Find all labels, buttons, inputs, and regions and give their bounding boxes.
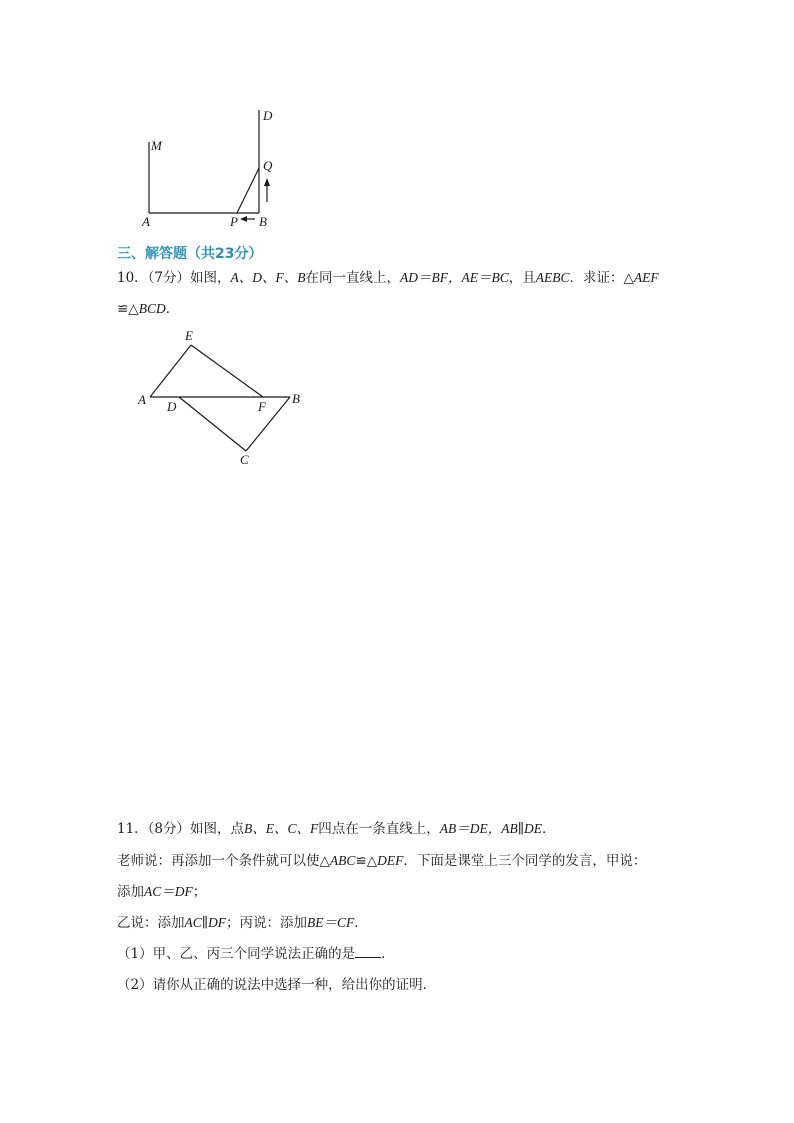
q10-line2 (117, 300, 179, 318)
q10-conditions: AD＝BF，AE＝BC (400, 270, 509, 285)
q11-period: ． (542, 821, 556, 837)
q10-text-g: ．求证：△ (569, 270, 634, 286)
q11-teacher-e: ．下面是课堂上三个同学的发言，甲说： (403, 853, 647, 869)
q11-teacher-a: 老师说：再添加一个条件就可以使△ (117, 853, 330, 869)
segment-pq (237, 168, 259, 213)
q11-line4-period: ． (354, 915, 368, 931)
arrow-up-head-icon (264, 178, 270, 186)
figure-motion-diagram (130, 100, 290, 230)
segment-cb (246, 397, 290, 451)
answer-blank[interactable] (355, 945, 381, 958)
q11-yi-condition: AC∥DF (184, 915, 226, 930)
q11-conditions: AB＝DE，AB∥DE (439, 821, 542, 836)
segment-dc (179, 397, 246, 451)
figure-congruent-triangles (130, 325, 310, 470)
label-d: D (167, 399, 177, 414)
q11-jia-c: ； (192, 884, 207, 900)
label-c: C (240, 452, 249, 467)
section-title: 三、解答题（共23分） (117, 246, 263, 262)
label-a: A (142, 214, 150, 229)
q11-sub2: （2）请你从正确的说法中选择一种，给出你的证明． (117, 977, 437, 993)
q11-sub1-period: ． (381, 946, 395, 962)
q11-bing-condition: BE＝CF (306, 915, 355, 930)
label-f: F (258, 399, 266, 414)
q10-text-e: ，且 (508, 270, 536, 286)
q11-line3 (117, 883, 206, 901)
q10-aef: AEF (633, 270, 659, 285)
q10-period: ． (165, 301, 180, 317)
q10-line1 (117, 269, 659, 287)
label-d: D (263, 108, 273, 123)
label-e: E (185, 328, 193, 343)
arrow-left-head-icon (240, 216, 247, 222)
q11-yi-a: 乙说：添加 (117, 915, 185, 931)
q11-congruent: ≌△ (355, 853, 378, 869)
q11-text-c: 四点在一条直线上， (318, 821, 440, 837)
q11-bing-a: ；丙说：添加 (225, 915, 307, 931)
label-m: M (151, 138, 162, 153)
q11-line1 (117, 820, 556, 838)
label-a: A (138, 392, 146, 407)
q11-text-a: 11．（8分）如图，点 (117, 821, 245, 837)
q10-points: A、D、F、B (230, 270, 306, 285)
q11-sub1 (117, 945, 395, 963)
q11-jia-condition: AC＝DF (144, 884, 193, 899)
q10-text-c: 在同一直线上， (305, 270, 401, 286)
label-q: Q (263, 158, 273, 173)
label-b: B (259, 214, 267, 229)
label-p: P (230, 214, 238, 229)
q11-points: B、E、C、F (244, 821, 319, 836)
q11-jia-a: 添加 (117, 884, 144, 900)
q11-line2 (117, 852, 646, 870)
q11-sub1-text: （1）甲、乙、丙三个同学说法正确的是 (117, 946, 356, 962)
label-b: B (292, 391, 300, 406)
segment-ef (191, 345, 263, 397)
q10-aebc: AEBC (535, 270, 570, 285)
q11-line4 (117, 914, 368, 932)
q10-congruent-symbol: ≌△ (117, 301, 139, 317)
q10-text-a: 10．（7分）如图， (117, 270, 231, 286)
q11-abc: ABC (329, 853, 356, 868)
segment-ae (150, 345, 191, 397)
q11-def: DEF (377, 853, 404, 868)
q10-bcd: BCD (138, 301, 166, 316)
